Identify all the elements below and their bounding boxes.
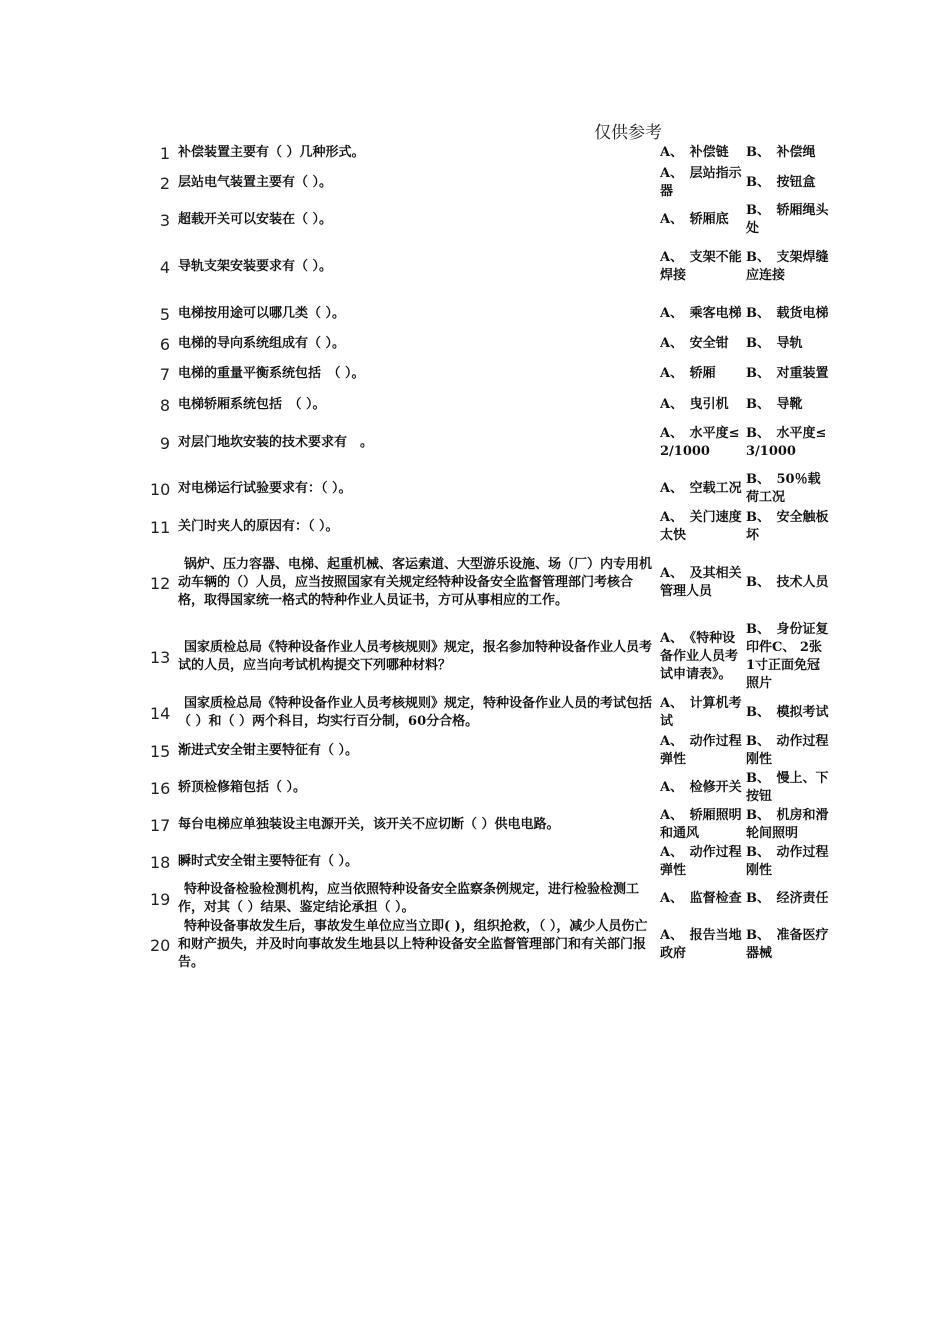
question-number: 6 <box>159 334 170 354</box>
table-row <box>150 295 834 333</box>
table-row <box>150 509 834 545</box>
question-text: 每台电梯应单独装设主电源开关，该开关不应切断（ ）供电电路。 <box>178 817 560 832</box>
option-a: A、 轿厢底 <box>660 212 729 227</box>
option-a: A、 监督检查 <box>660 891 742 906</box>
option-b: B、 模拟考试 <box>746 705 829 720</box>
question-number: 12 <box>150 573 171 593</box>
option-a: A、 计算机考试 <box>660 696 742 729</box>
question-number: 10 <box>150 479 171 499</box>
question-number: 2 <box>159 173 170 193</box>
option-a: A、 乘客电梯 <box>660 306 742 321</box>
question-text: 特种设备检验检测机构，应当依照特种设备安全监察条例规定，进行检验检测工作，对其（ ）结果、鉴定结论承担（ ）。 <box>178 882 640 915</box>
option-b: B、 技术人员 <box>746 575 829 590</box>
option-b: B、 对重装置 <box>746 366 829 381</box>
option-a: A、 曳引机 <box>660 397 729 412</box>
table-row <box>150 733 834 769</box>
table-row <box>150 333 834 355</box>
question-number: 15 <box>150 741 171 761</box>
question-text: 国家质检总局《特种设备作业人员考核规则》规定，特种设备作业人员的考试包括（ ）和（ ）两个科目，均实行百分制，60分合格。 <box>178 696 653 729</box>
question-text: 电梯按用途可以哪几类（ ）。 <box>178 306 346 321</box>
option-b: B、 慢上、下按钮 <box>746 771 829 804</box>
question-text: 电梯的导向系统组成有（ ）。 <box>178 336 346 351</box>
option-a: A、 层站指示器 <box>660 166 742 199</box>
table-row <box>150 141 834 165</box>
question-number: 7 <box>159 364 170 384</box>
option-b: B、 身份证复印件C、 2张1寸正面免冠照片 <box>746 622 829 691</box>
option-b: B、 导轨 <box>746 336 803 351</box>
option-a: A、 报告当地政府 <box>660 928 742 961</box>
option-b: B、 水平度≤3/1000 <box>746 426 827 459</box>
table-row <box>150 417 834 469</box>
question-number: 13 <box>150 647 171 667</box>
question-text: 电梯的重量平衡系统包括 （ ）。 <box>178 366 365 381</box>
table-row <box>150 807 834 843</box>
option-a: A、 支架不能焊接 <box>660 250 742 283</box>
question-number: 4 <box>159 257 170 277</box>
question-text: 特种设备事故发生后，事故发生单位应当立即( )，组织抢救，（ ），减少人员伤亡和财产损失，并及时向事故发生地县以上特种设备安全监督管理部门和有关部门报告。 <box>178 919 648 970</box>
question-text: 关门时夹人的原因有：（ ）。 <box>178 519 339 534</box>
option-b: B、 经济责任 <box>746 891 829 906</box>
option-b: B、 载货电梯 <box>746 306 829 321</box>
table-row <box>150 843 834 881</box>
option-a: A、 动作过程弹性 <box>660 734 742 767</box>
table-row <box>150 769 834 807</box>
table-row <box>150 239 834 295</box>
option-a: A、 动作过程弹性 <box>660 845 742 878</box>
question-text: 补偿装置主要有（ ）几种形式。 <box>178 145 365 160</box>
question-text: 渐进式安全钳主要特征有（ ）。 <box>178 743 359 758</box>
option-a: A、 水平度≤2/1000 <box>660 426 740 459</box>
question-number: 11 <box>150 517 171 537</box>
question-text: 对层门地坎安装的技术要求有 。 <box>178 435 374 450</box>
question-table <box>150 141 834 973</box>
question-number: 18 <box>150 852 171 872</box>
option-a: A、 空载工况 <box>660 481 742 496</box>
question-text: 层站电气装置主要有（ ）。 <box>178 175 333 190</box>
option-a: A、 检修开关 <box>660 780 742 795</box>
option-a: A、 关门速度太快 <box>660 510 742 543</box>
option-b: B、 导靴 <box>746 397 803 412</box>
question-number: 1 <box>159 143 170 163</box>
option-a: A、 《特种设备作业人员考试申请表》。 <box>660 631 739 682</box>
option-b: B、 动作过程刚性 <box>746 845 829 878</box>
option-a: A、 轿厢照明和通风 <box>660 808 742 841</box>
table-row <box>150 469 834 509</box>
question-number: 17 <box>150 815 171 835</box>
option-a: A、 安全钳 <box>660 336 729 351</box>
question-number: 14 <box>150 703 171 723</box>
question-text: 轿顶检修箱包括（ ）。 <box>178 780 307 795</box>
question-number: 16 <box>150 778 171 798</box>
option-b: B、 动作过程刚性 <box>746 734 829 767</box>
question-number: 3 <box>159 210 170 230</box>
question-number: 9 <box>159 433 170 453</box>
table-row <box>150 621 834 693</box>
question-text: 电梯轿厢系统包括 （ ）。 <box>178 397 326 412</box>
option-b: B、 支架焊缝应连接 <box>746 250 829 283</box>
table-row <box>150 881 834 917</box>
question-number: 8 <box>159 395 170 415</box>
table-row <box>150 693 834 733</box>
table-row <box>150 545 834 621</box>
option-b: B、 安全触板坏 <box>746 510 829 543</box>
table-row <box>150 201 834 239</box>
question-number: 20 <box>150 935 171 955</box>
option-b: B、 50％载荷工况 <box>746 472 821 505</box>
option-b: B、 轿厢绳头处 <box>746 203 829 236</box>
option-a: A、 轿厢 <box>660 366 716 381</box>
question-text: 国家质检总局《特种设备作业人员考核规则》规定，报名参加特种设备作业人员考试的人员，应当向考试机构提交下列哪种材料？ <box>178 640 653 673</box>
option-a: A、 及其相关管理人员 <box>660 566 742 599</box>
option-b: B、 按钮盒 <box>746 175 816 190</box>
option-b: B、 准备医疗器械 <box>746 928 829 961</box>
question-number: 5 <box>159 304 170 324</box>
question-text: 导轨支架安装要求有（ ）。 <box>178 259 333 274</box>
question-number: 19 <box>150 889 171 909</box>
table-row <box>150 165 834 201</box>
question-text: 瞬时式安全钳主要特征有（ ）。 <box>178 854 359 869</box>
question-text: 锅炉、压力容器、电梯、起重机械、客运索道、大型游乐设施、场（厂）内专用机动车辆的（）人员，应当按照国家有关规定经特种设备安全监督管理部门考核合格，取得国家统一格式的特种作业人员证书，方可从事相应的工作。 <box>178 557 653 608</box>
table-row <box>150 393 834 417</box>
option-b: B、 机房和滑轮间照明 <box>746 808 829 841</box>
question-text: 超载开关可以安装在（ ）。 <box>178 212 333 227</box>
table-row <box>150 355 834 393</box>
option-a: A、 补偿链 <box>660 145 729 160</box>
question-text: 对电梯运行试验要求有：（ ）。 <box>178 481 352 496</box>
option-b: B、 补偿绳 <box>746 145 816 160</box>
table-row <box>150 917 834 973</box>
page-header: 仅供参考 <box>594 123 662 143</box>
